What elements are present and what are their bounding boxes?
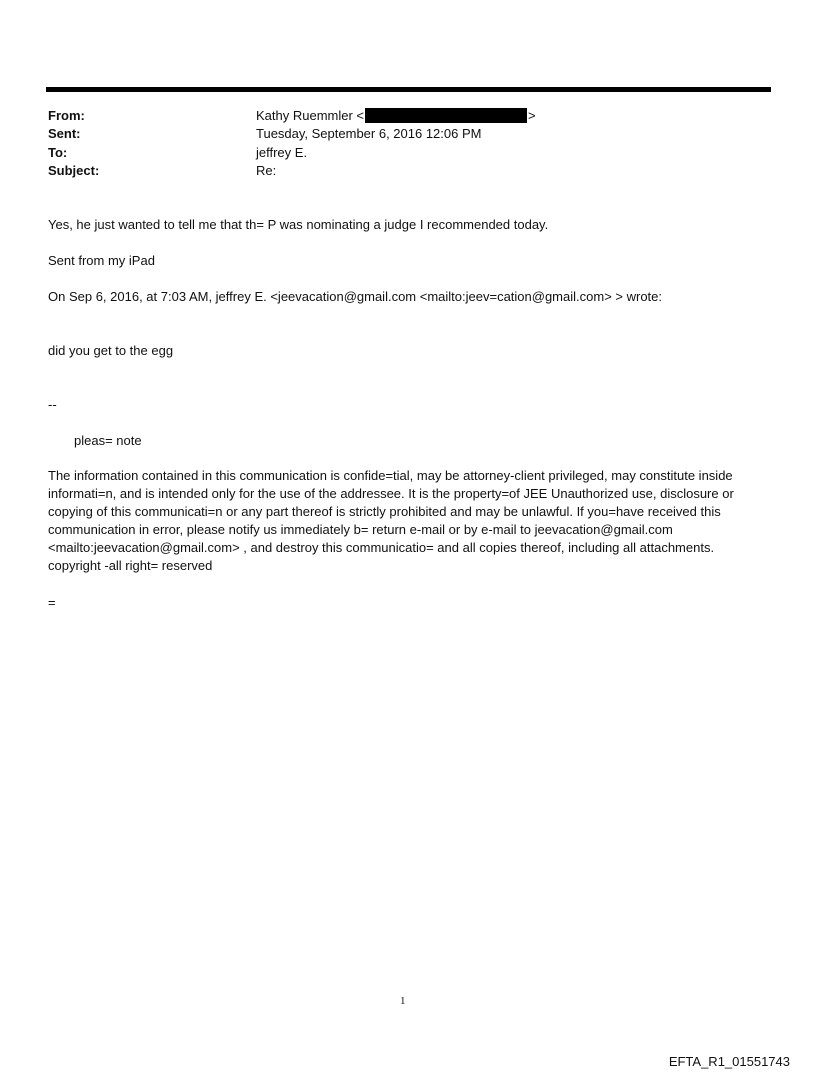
from-value [256, 108, 536, 123]
bates-stamp: EFTA_R1_01551743 [668, 1054, 790, 1069]
to-value: jeffrey E. [256, 145, 308, 160]
body-line-separator: -- [48, 397, 57, 412]
from-name: Kathy Ruemmler < [256, 108, 365, 123]
body-line-reply: Yes, he just wanted to tell me that th= P was nominating a judge I recommended today. [48, 217, 549, 232]
sent-value: Tuesday, September 6, 2016 12:06 PM [256, 126, 482, 141]
body-line-quoted-message: did you get to the egg [48, 343, 174, 358]
subject-label: Subject: [48, 163, 100, 178]
body-line-note: pleas= note [74, 433, 142, 448]
body-line-quote-header: On Sep 6, 2016, at 7:03 AM, jeffrey E. <jeevacation@gmail.com <mailto:jeev=cation@gmail.com> > wrote: [48, 289, 662, 304]
subject-value: Re: [256, 163, 277, 178]
from-label: From: [48, 108, 85, 123]
redaction-block [365, 108, 527, 123]
from-close: > [528, 108, 536, 123]
header-rule [46, 87, 771, 92]
body-line-trailing: = [48, 595, 56, 610]
sent-label: Sent: [48, 126, 81, 141]
body-line-signature: Sent from my iPad [48, 253, 155, 268]
disclaimer-paragraph: The information contained in this communication is confide=tial, may be attorney-client privileged, may constitute inside informati=n, and is intended only for the use of the addressee. It is the property=of JEE Unauthorized use, disclosure or copying of this communicati=n or any part thereof is strictly prohibited and may be unlawful. If you=have received this communication in error, please notify us immediately b= return e-mail or by e-mail to jeevacation@gmail.com <mailto:jeevacation@gmail.com> , and destroy this communicatio= and all copies thereof, including all attachments. copyright -all right= reserved [48, 468, 734, 573]
to-label: To: [48, 145, 68, 160]
page-number: 1 [400, 995, 406, 1007]
